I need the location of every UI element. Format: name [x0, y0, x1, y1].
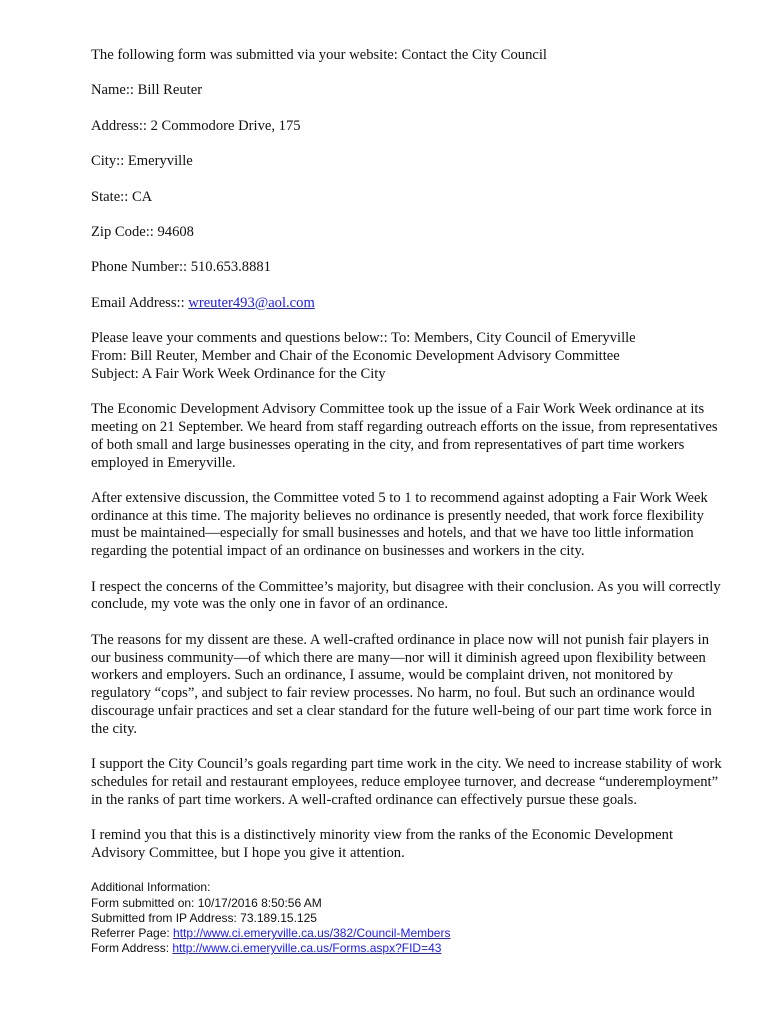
body-paragraph-3: I respect the concerns of the Committee’s majority, but disagree with their conclusion. As you will correctly conclude, my vote was the only one in favor of an ordinance.	[91, 578, 721, 613]
form-address	[91, 941, 723, 956]
form-address-link[interactable]: http://www.ci.emeryville.ca.us/Forms.aspx?FID=43	[172, 941, 442, 956]
submitted-on: Form submitted on: 10/17/2016 8:50:56 AM	[91, 895, 322, 910]
zip-field: Zip Code:: 94608	[91, 223, 194, 240]
state-field: State:: CA	[91, 188, 153, 205]
body-paragraph-6: I remind you that this is a distinctively minority view from the ranks of the Economic Development Advisory Committee, but I hope you give it attention.	[91, 827, 674, 862]
body-paragraph-1: The Economic Development Advisory Committee took up the issue of a Fair Work Week ordinance at its meeting on 21 September. We heard from staff regarding outreach efforts on the issue, from representatives of both small and large businesses operating in the city, and from representatives of part time workers employed in Emeryville.	[91, 401, 718, 471]
referrer-page	[91, 926, 723, 941]
email-label: Email Address::	[91, 294, 189, 311]
intro-line: The following form was submitted via your website: Contact the City Council	[91, 47, 547, 63]
name-field: Name:: Bill Reuter	[91, 82, 203, 99]
comments-line-1: Please leave your comments and questions below:: To: Members, City Council of Emeryville	[91, 330, 636, 347]
comments-line-3: Subject: A Fair Work Week Ordinance for the City	[91, 365, 386, 382]
comments-header	[91, 330, 723, 383]
referrer-link[interactable]: http://www.ci.emeryville.ca.us/382/Council-Members	[173, 926, 451, 941]
comments-line-2: From: Bill Reuter, Member and Chair of the Economic Development Advisory Committee	[91, 347, 620, 364]
email-field	[91, 295, 723, 313]
form-address-label: Form Address:	[91, 941, 173, 956]
email-link[interactable]: wreuter493@aol.com	[188, 294, 315, 311]
address-field: Address:: 2 Commodore Drive, 175	[91, 117, 301, 134]
additional-info-heading: Additional Information:	[91, 880, 211, 895]
body-paragraph-2: After extensive discussion, the Committee voted 5 to 1 to recommend against adopting a Fair Work Week ordinance at this time. The majority believes no ordinance is presently needed, that work force flexibility must be maintained—especially for small businesses and hotels, and that we have too little information regarding the potential impact of an ordinance on businesses and workers in the city.	[91, 489, 708, 560]
body-paragraph-5: I support the City Council’s goals regarding part time work in the city. We need to increase stability of work schedules for retail and restaurant employees, reduce employee turnover, and decrease “underemployment” in the ranks of part time workers. A well-crafted ordinance can effectively pursue these goals.	[91, 756, 722, 808]
additional-information	[91, 880, 723, 956]
body-paragraph-4: The reasons for my dissent are these. A well-crafted ordinance in place now will not punish fair players in our business community—of which there are many—nor will it diminish agreed upon flexibility between workers and employers. Such an ordinance, I assume, would be complaint driven, not monitored by regulatory “cops”, and subject to fair review processes. No harm, no foul. But such an ordinance would discourage unfair practices and set a clear standard for the future well-being of our part time work force in the city.	[91, 631, 712, 737]
ip-address: Submitted from IP Address: 73.189.15.125	[91, 910, 317, 925]
city-field: City:: Emeryville	[91, 153, 193, 170]
document-page	[91, 47, 723, 956]
referrer-label: Referrer Page:	[91, 926, 174, 941]
phone-field: Phone Number:: 510.653.8881	[91, 259, 271, 276]
